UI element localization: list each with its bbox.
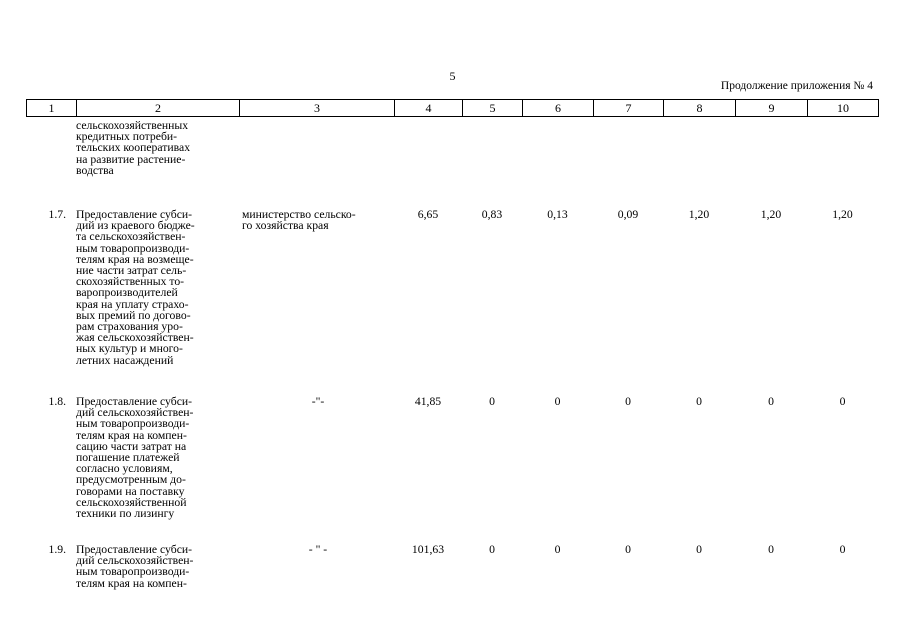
row-number: 1.9. <box>48 543 66 556</box>
value-col-4: 41,85 <box>414 395 442 408</box>
header-cell: 4 <box>395 100 463 117</box>
appendix-caption: Продолжение приложения № 4 <box>720 80 873 92</box>
measure-description: Предоставление субси- дий из краевого бюдже- та сельскохозяйствен- ным товаропроизводи- телям края на возмеще- ние части затрат сель- скохозяйственных то- варопроизводителей края на уплату страхо- вых премий по догово- рам страхования уро- жая сельскохозяйствен- ных культур и много- летних насаждений <box>76 208 195 367</box>
value-col-7: 0,09 <box>617 208 639 221</box>
header-cell: 9 <box>736 100 808 117</box>
value-col-10: 0 <box>839 543 846 556</box>
header-cell: 1 <box>27 100 77 117</box>
header-cell: 8 <box>664 100 736 117</box>
page-number: 5 <box>449 69 456 83</box>
value-col-4: 6,65 <box>417 208 439 221</box>
value-col-6: 0,13 <box>547 208 568 221</box>
value-col-7: 0 <box>625 395 631 408</box>
value-col-5: 0 <box>489 543 495 556</box>
measure-description: Предоставление субси- дий сельскохозяйствен- ным товаропроизводи- телям края на компен- <box>76 543 194 590</box>
header-cell: 6 <box>523 100 594 117</box>
value-col-9: 0 <box>768 543 774 556</box>
header-cell: 5 <box>463 100 523 117</box>
value-col-5: 0,83 <box>481 208 503 221</box>
value-col-10: 1,20 <box>832 208 853 221</box>
value-col-8: 1,20 <box>688 208 710 221</box>
executor: -"- <box>311 395 325 408</box>
value-col-10: 0 <box>839 395 846 408</box>
row-number: 1.7. <box>48 208 66 221</box>
measure-description: Предоставление субси- дий сельскохозяйствен- ным товаропроизводи- телям края на компен- сацию части затрат на погашение платежей согласно условиям, предусмотренным до- говорами на поставку сельскохозяйственной техники по лизингу <box>76 395 194 521</box>
column-number-header <box>26 99 879 117</box>
executor: - " - <box>308 543 328 556</box>
executor: министерство сельско- го хозяйства края <box>242 208 356 233</box>
value-col-8: 0 <box>696 543 702 556</box>
header-cell: 10 <box>808 100 879 117</box>
value-col-8: 0 <box>696 395 702 408</box>
value-col-7: 0 <box>625 543 631 556</box>
value-col-6: 0 <box>554 543 561 556</box>
value-col-9: 1,20 <box>760 208 782 221</box>
value-col-4: 101,63 <box>411 543 445 556</box>
measure-description: сельскохозяйственных кредитных потреби- тельских кооперативах на развитие растение- водства <box>76 119 191 177</box>
header-cell: 7 <box>594 100 664 117</box>
row-number: 1.8. <box>48 395 66 408</box>
value-col-5: 0 <box>489 395 495 408</box>
value-col-6: 0 <box>554 395 561 408</box>
value-col-9: 0 <box>768 395 774 408</box>
header-cell: 2 <box>77 100 240 117</box>
header-cell: 3 <box>240 100 395 117</box>
